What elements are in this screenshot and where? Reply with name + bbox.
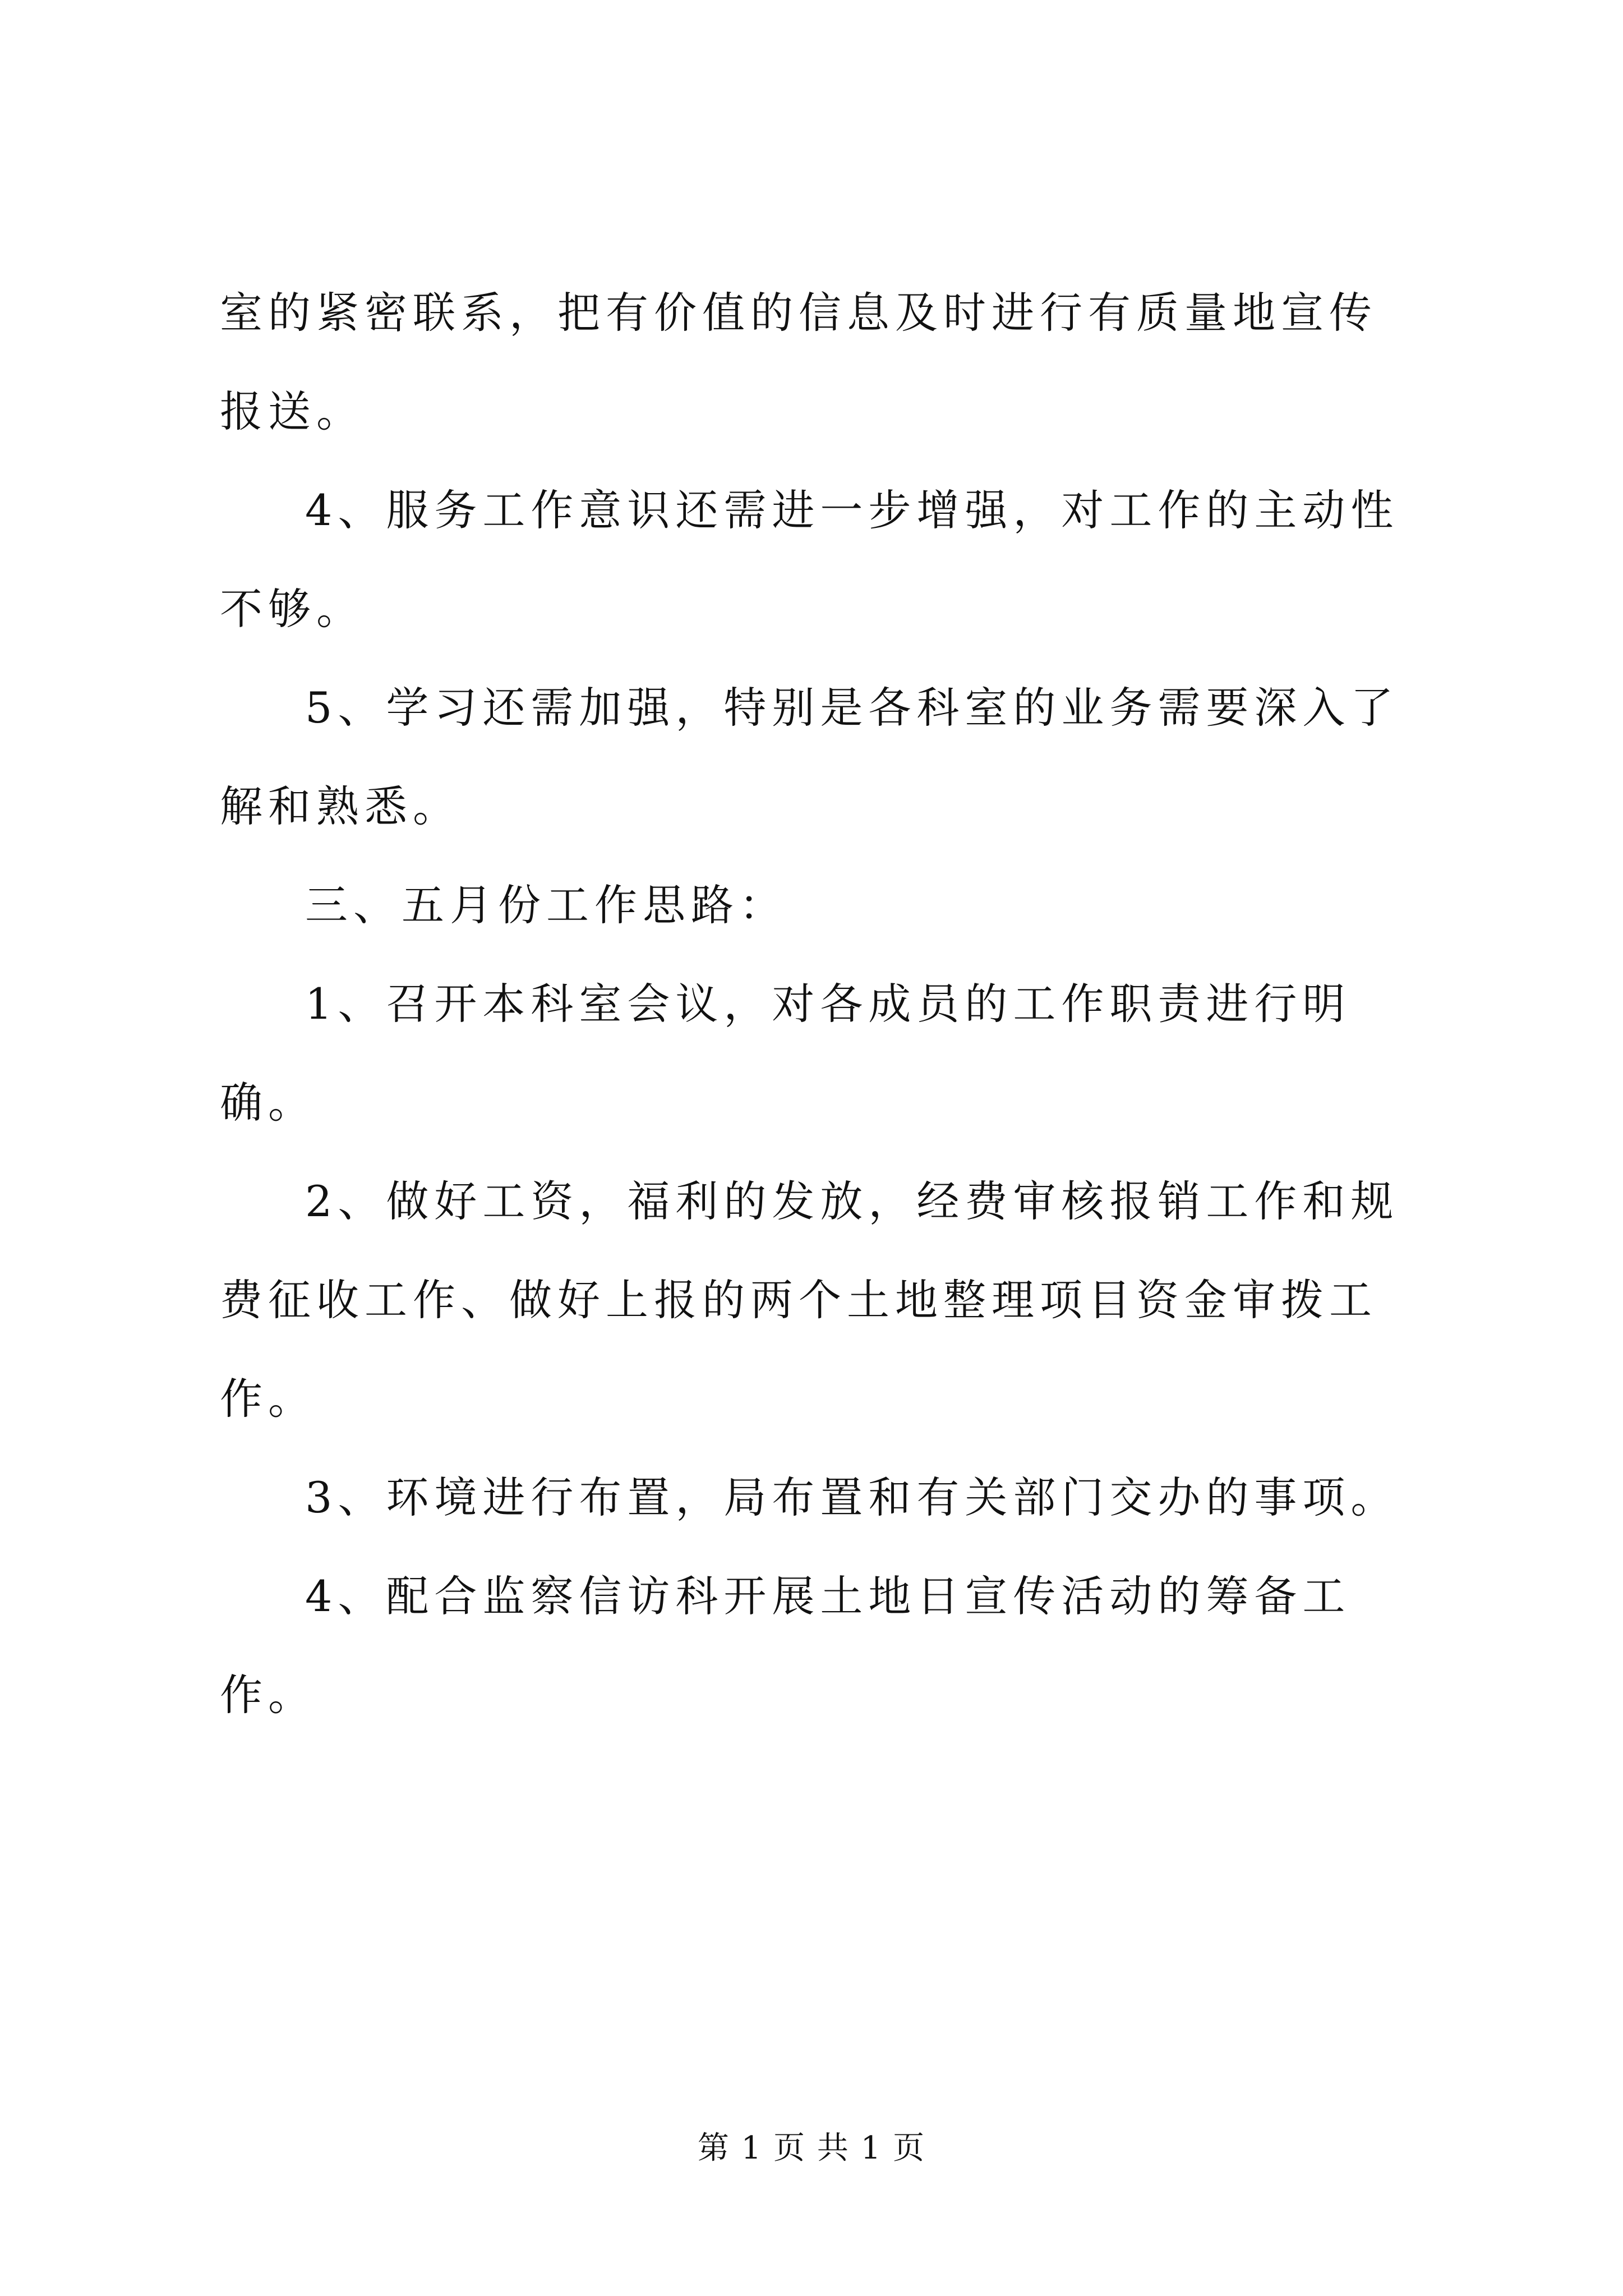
section-heading: 三、五月份工作思路： (305, 880, 787, 930)
page-footer: 第 1 页 共 1 页 (697, 2130, 926, 2166)
paragraph-plan-1: 1、召开本科室会议，对各成员的工作职责进行明确。 (220, 979, 1351, 1128)
paragraph-plan-4: 4、配合监察信访科开展土地日宣传活动的筹备工作。 (220, 1571, 1351, 1720)
paragraph-plan-3: 3、环境进行布置，局布置和有关部门交办的事项。 (305, 1473, 1399, 1522)
paragraph-plan-2: 2、做好工资，福利的发放，经费审核报销工作和规费征收工作、做好上报的两个土地整理项目资金审拨工作。 (220, 1176, 1399, 1424)
document-body (220, 264, 1420, 1745)
paragraph-continuation: 室的紧密联系，把有价值的信息及时进行有质量地宣传报送。 (220, 288, 1377, 436)
paragraph-item-5: 5、学习还需加强，特别是各科室的业务需要深入了解和熟悉。 (220, 683, 1399, 831)
paragraph-item-4: 4、服务工作意识还需进一步增强，对工作的主动性不够。 (220, 485, 1399, 634)
